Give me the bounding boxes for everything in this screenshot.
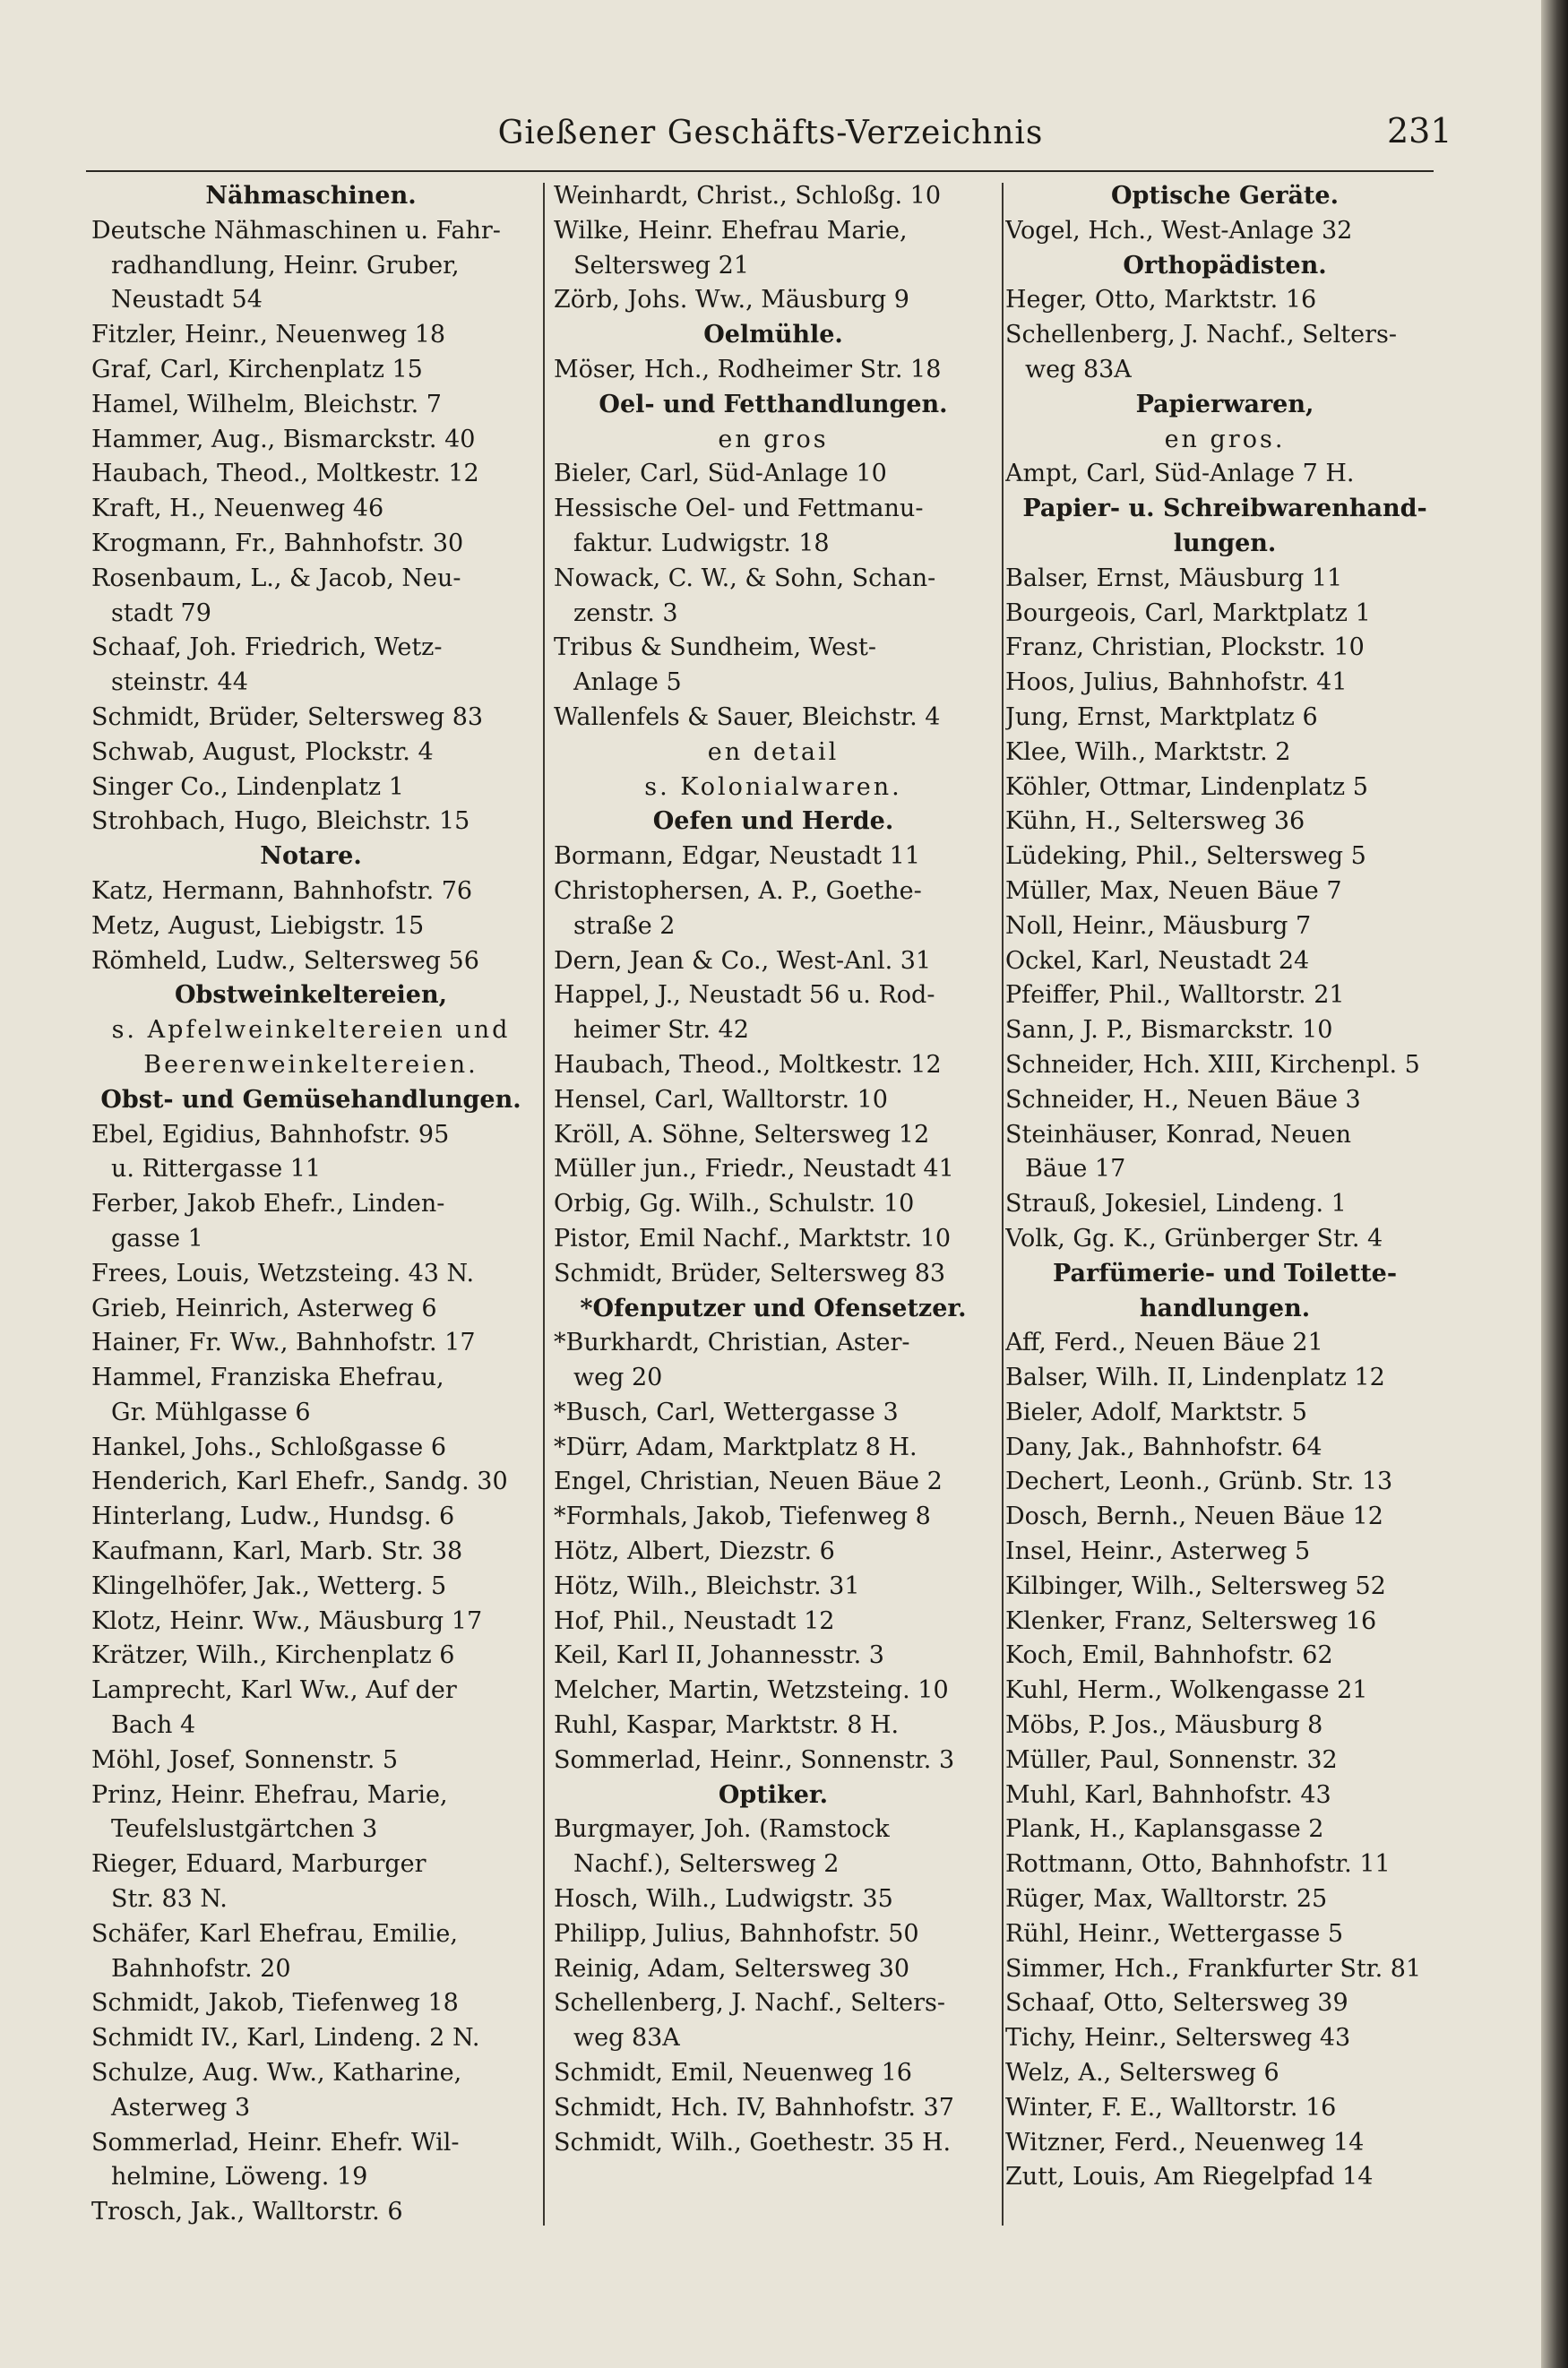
directory-entry: Rieger, Eduard, Marburger [91, 1850, 426, 1879]
directory-entry: Deutsche Nähmaschinen u. Fahr- [91, 216, 501, 245]
directory-entry: Schäfer, Karl Ehefrau, Emilie, [91, 1919, 458, 1948]
section-heading: Parfümerie- und Toilette- [1052, 1259, 1398, 1287]
directory-entry: helmine, Löweng. 19 [111, 2163, 368, 2191]
directory-entry: Haubach, Theod., Moltkestr. 12 [554, 1050, 942, 1079]
directory-entry: Zutt, Louis, Am Riegelpfad 14 [1005, 2163, 1374, 2191]
directory-entry: Philipp, Julius, Bahnhofstr. 50 [554, 1919, 919, 1948]
directory-entry: Klotz, Heinr. Ww., Mäusburg 17 [91, 1606, 483, 1635]
column-divider [1002, 183, 1004, 2226]
directory-entry: Bäue 17 [1025, 1155, 1126, 1184]
column-3 [1005, 179, 1444, 2195]
directory-entry: Teufelslustgärtchen 3 [111, 1815, 378, 1844]
section-heading: Oelmühle. [703, 321, 843, 349]
directory-entry: gasse 1 [111, 1224, 203, 1253]
directory-entry: Plank, H., Kaplansgasse 2 [1005, 1815, 1324, 1844]
directory-entry: Volk, Gg. K., Grünberger Str. 4 [1005, 1224, 1383, 1253]
directory-entry: Rüger, Max, Walltorstr. 25 [1005, 1885, 1328, 1914]
directory-entry: *Formhals, Jakob, Tiefenweg 8 [554, 1503, 931, 1531]
directory-entry: Graf, Carl, Kirchenplatz 15 [91, 355, 423, 383]
directory-entry: Strauß, Jokesiel, Lindeng. 1 [1005, 1190, 1347, 1218]
directory-entry: Balser, Wilh. II, Lindenplatz 12 [1005, 1364, 1385, 1392]
directory-entry: Henderich, Karl Ehefr., Sandg. 30 [91, 1468, 508, 1496]
directory-entry: Kaufmann, Karl, Marb. Str. 38 [91, 1537, 463, 1566]
directory-entry: Fitzler, Heinr., Neuenweg 18 [91, 321, 446, 349]
directory-entry: Rosenbaum, L., & Jacob, Neu- [91, 564, 461, 592]
directory-entry: Bach 4 [111, 1711, 196, 1740]
directory-entry: Simmer, Hch., Frankfurter Str. 81 [1005, 1954, 1422, 1983]
directory-entry: Hötz, Wilh., Bleichstr. 31 [554, 1571, 860, 1600]
directory-entry: Bahnhofstr. 20 [111, 1954, 291, 1983]
section-heading: *Ofenputzer und Ofensetzer. [580, 1294, 967, 1322]
directory-entry: Heger, Otto, Marktstr. 16 [1005, 286, 1317, 314]
directory-entry: Möhl, Josef, Sonnenstr. 5 [91, 1745, 399, 1774]
book-spine-edge [1541, 0, 1568, 2368]
section-heading: Oel- und Fetthandlungen. [599, 390, 948, 418]
section-heading: Papierwaren, [1135, 390, 1314, 418]
directory-entry: Dosch, Bernh., Neuen Bäue 12 [1005, 1503, 1383, 1531]
directory-entry: weg 20 [573, 1364, 663, 1392]
directory-entry: Christophersen, A. P., Goethe- [554, 876, 922, 905]
directory-entry: Rühl, Heinr., Wettergasse 5 [1005, 1919, 1344, 1948]
directory-entry: Kröll, A. Söhne, Seltersweg 12 [554, 1120, 930, 1149]
section-heading: Obst- und Gemüsehandlungen. [100, 1085, 521, 1114]
directory-entry: Köhler, Ottmar, Lindenplatz 5 [1005, 772, 1368, 801]
section-note: en gros [718, 425, 829, 453]
directory-entry: Römheld, Ludw., Seltersweg 56 [91, 946, 479, 975]
directory-entry: Metz, August, Liebigstr. 15 [91, 911, 425, 940]
directory-entry: Hainer, Fr. Ww., Bahnhofstr. 17 [91, 1329, 476, 1357]
directory-entry: Insel, Heinr., Asterweg 5 [1005, 1537, 1311, 1566]
directory-entry: weg 83A [1025, 355, 1132, 383]
directory-entry: *Dürr, Adam, Marktplatz 8 H. [554, 1433, 918, 1461]
directory-entry: Rottmann, Otto, Bahnhofstr. 11 [1005, 1850, 1391, 1879]
directory-entry: Möser, Hch., Rodheimer Str. 18 [554, 355, 942, 383]
directory-entry: Hammel, Franziska Ehefrau, [91, 1364, 444, 1392]
directory-entry: Frees, Louis, Wetzsteing. 43 N. [91, 1259, 475, 1287]
directory-entry: Schaaf, Otto, Seltersweg 39 [1005, 1989, 1348, 2018]
directory-entry: Hosch, Wilh., Ludwigstr. 35 [554, 1885, 893, 1914]
directory-entry: Ampt, Carl, Süd-Anlage 7 H. [1005, 460, 1355, 488]
directory-entry: Jung, Ernst, Marktplatz 6 [1005, 702, 1318, 731]
directory-entry: radhandlung, Heinr. Gruber, [111, 251, 460, 280]
directory-entry: Muhl, Karl, Bahnhofstr. 43 [1005, 1780, 1331, 1809]
directory-entry: Hammer, Aug., Bismarckstr. 40 [91, 425, 476, 453]
directory-entry: Klenker, Franz, Seltersweg 16 [1005, 1606, 1377, 1635]
directory-entry: Schaaf, Joh. Friedrich, Wetz- [91, 633, 443, 662]
directory-entry: straße 2 [573, 911, 676, 940]
directory-entry: Winter, F. E., Walltorstr. 16 [1005, 2093, 1337, 2122]
section-heading: Notare. [260, 842, 362, 871]
page-title: Gießener Geschäfts-Verzeichnis [497, 115, 1044, 151]
directory-entry: weg 83A [573, 2024, 680, 2053]
section-heading: Obstweinkeltereien, [174, 981, 448, 1010]
section-heading: Optiker. [718, 1780, 829, 1809]
directory-entry: Keil, Karl II, Johannesstr. 3 [554, 1641, 884, 1670]
directory-entry: Lüdeking, Phil., Seltersweg 5 [1005, 842, 1366, 871]
directory-entry: Pfeiffer, Phil., Walltorstr. 21 [1005, 981, 1345, 1010]
directory-entry: Prinz, Heinr. Ehefrau, Marie, [91, 1780, 448, 1809]
section-heading: Oefen und Herde. [652, 807, 894, 836]
directory-entry: faktur. Ludwigstr. 18 [573, 529, 830, 557]
directory-entry: Witzner, Ferd., Neuenweg 14 [1005, 2128, 1365, 2157]
section-note: Beerenweinkeltereien. [143, 1050, 478, 1079]
header-rule [86, 170, 1434, 172]
section-heading: Optische Geräte. [1111, 182, 1339, 210]
column-1 [91, 179, 530, 2230]
section-note: s. Kolonialwaren. [644, 772, 902, 801]
directory-entry: Anlage 5 [573, 668, 682, 697]
directory-entry: *Busch, Carl, Wettergasse 3 [554, 1398, 899, 1426]
directory-entry: Koch, Emil, Bahnhofstr. 62 [1005, 1641, 1333, 1670]
directory-entry: Katz, Hermann, Bahnhofstr. 76 [91, 876, 473, 905]
directory-entry: Str. 83 N. [111, 1885, 228, 1914]
directory-entry: Zörb, Johs. Ww., Mäusburg 9 [554, 286, 909, 314]
directory-entry: Klee, Wilh., Marktstr. 2 [1005, 737, 1291, 766]
directory-entry: Schneider, Hch. XIII, Kirchenpl. 5 [1005, 1050, 1420, 1079]
directory-entry: Hankel, Johs., Schloßgasse 6 [91, 1433, 447, 1461]
section-heading: Nähmaschinen. [205, 182, 417, 210]
directory-entry: Ruhl, Kaspar, Marktstr. 8 H. [554, 1711, 900, 1740]
directory-entry: Tribus & Sundheim, West- [554, 633, 876, 662]
directory-entry: Burgmayer, Joh. (Ramstock [554, 1815, 890, 1844]
directory-entry: Hinterlang, Ludw., Hundsg. 6 [91, 1503, 455, 1531]
directory-entry: Weinhardt, Christ., Schloßg. 10 [554, 182, 942, 210]
directory-entry: Grieb, Heinrich, Asterweg 6 [91, 1294, 437, 1322]
directory-entry: Wilke, Heinr. Ehefrau Marie, [554, 216, 908, 245]
directory-entry: Schwab, August, Plockstr. 4 [91, 737, 434, 766]
directory-entry: Noll, Heinr., Mäusburg 7 [1005, 911, 1312, 940]
column-divider [543, 183, 545, 2226]
directory-entry: Schneider, H., Neuen Bäue 3 [1005, 1085, 1361, 1114]
directory-entry: Hoos, Julius, Bahnhofstr. 41 [1005, 668, 1348, 697]
directory-entry: Schellenberg, J. Nachf., Selters- [554, 1989, 945, 2018]
directory-entry: Schmidt, Brüder, Seltersweg 83 [91, 702, 484, 731]
directory-entry: Schmidt, Jakob, Tiefenweg 18 [91, 1989, 459, 2018]
directory-entry: Ockel, Karl, Neustadt 24 [1005, 946, 1310, 975]
directory-entry: Tichy, Heinr., Seltersweg 43 [1005, 2024, 1351, 2053]
directory-entry: Vogel, Hch., West-Anlage 32 [1005, 216, 1353, 245]
directory-entry: Dany, Jak., Bahnhofstr. 64 [1005, 1433, 1322, 1461]
directory-entry: Kühn, H., Seltersweg 36 [1005, 807, 1305, 836]
directory-entry: Ebel, Egidius, Bahnhofstr. 95 [91, 1120, 450, 1149]
directory-entry: Schmidt, Wilh., Goethestr. 35 H. [554, 2128, 952, 2157]
directory-entry: Kilbinger, Wilh., Seltersweg 52 [1005, 1571, 1386, 1600]
directory-entry: Strohbach, Hugo, Bleichstr. 15 [91, 807, 470, 836]
directory-entry: Wallenfels & Sauer, Bleichstr. 4 [554, 702, 941, 731]
directory-entry: Seltersweg 21 [573, 251, 750, 280]
directory-entry: Möbs, P. Jos., Mäusburg 8 [1005, 1711, 1323, 1740]
directory-entry: Hof, Phil., Neustadt 12 [554, 1606, 835, 1635]
directory-entry: Hessische Oel- und Fettmanu- [554, 495, 924, 523]
section-heading: lungen. [1173, 529, 1277, 557]
directory-entry: Reinig, Adam, Seltersweg 30 [554, 1954, 910, 1983]
directory-entry: Krätzer, Wilh., Kirchenplatz 6 [91, 1641, 455, 1670]
directory-entry: Schulze, Aug. Ww., Katharine, [91, 2059, 462, 2088]
directory-entry: Orbig, Gg. Wilh., Schulstr. 10 [554, 1190, 915, 1218]
section-note: en detail [707, 737, 840, 766]
directory-entry: Bormann, Edgar, Neustadt 11 [554, 842, 920, 871]
directory-entry: Bieler, Adolf, Marktstr. 5 [1005, 1398, 1307, 1426]
directory-entry: Klingelhöfer, Jak., Wetterg. 5 [91, 1571, 447, 1600]
directory-entry: Bourgeois, Carl, Marktplatz 1 [1005, 598, 1371, 627]
directory-entry: Neustadt 54 [111, 286, 263, 314]
directory-entry: Hensel, Carl, Walltorstr. 10 [554, 1085, 888, 1114]
section-note: s. Apfelweinkeltereien und [111, 1016, 511, 1045]
directory-entry: Sommerlad, Heinr., Sonnenstr. 3 [554, 1745, 955, 1774]
directory-entry: Dern, Jean & Co., West-Anl. 31 [554, 946, 932, 975]
directory-entry: Nachf.), Seltersweg 2 [573, 1850, 840, 1879]
directory-entry: steinstr. 44 [111, 668, 248, 697]
directory-entry: Trosch, Jak., Walltorstr. 6 [91, 2198, 403, 2226]
section-heading: handlungen. [1139, 1294, 1311, 1322]
directory-entry: Gr. Mühlgasse 6 [111, 1398, 311, 1426]
page-number: 231 [1387, 111, 1452, 151]
section-heading: Papier- u. Schreibwarenhand- [1022, 495, 1427, 523]
directory-entry: Asterweg 3 [111, 2093, 251, 2122]
directory-entry: Dechert, Leonh., Grünb. Str. 13 [1005, 1468, 1393, 1496]
directory-entry: Sann, J. P., Bismarckstr. 10 [1005, 1016, 1333, 1045]
directory-entry: Haubach, Theod., Moltkestr. 12 [91, 460, 479, 488]
directory-entry: Lamprecht, Karl Ww., Auf der [91, 1676, 457, 1705]
directory-entry: Hötz, Albert, Diezstr. 6 [554, 1537, 835, 1566]
directory-entry: Müller, Paul, Sonnenstr. 32 [1005, 1745, 1338, 1774]
directory-entry: Schellenberg, J. Nachf., Selters- [1005, 321, 1397, 349]
directory-entry: Nowack, C. W., & Sohn, Schan- [554, 564, 936, 592]
directory-entry: Aff, Ferd., Neuen Bäue 21 [1005, 1329, 1323, 1357]
directory-entry: Krogmann, Fr., Bahnhofstr. 30 [91, 529, 464, 557]
directory-entry: Engel, Christian, Neuen Bäue 2 [554, 1468, 943, 1496]
directory-entry: Bieler, Carl, Süd-Anlage 10 [554, 460, 887, 488]
directory-entry: stadt 79 [111, 598, 211, 627]
directory-entry: Schmidt, Hch. IV, Bahnhofstr. 37 [554, 2093, 954, 2122]
section-heading: Orthopädisten. [1123, 251, 1327, 280]
directory-entry: Happel, J., Neustadt 56 u. Rod- [554, 981, 935, 1010]
directory-entry: Schmidt IV., Karl, Lindeng. 2 N. [91, 2024, 480, 2053]
directory-entry: Müller, Max, Neuen Bäue 7 [1005, 876, 1342, 905]
directory-entry: Hamel, Wilhelm, Bleichstr. 7 [91, 390, 442, 418]
directory-entry: Melcher, Martin, Wetzsteing. 10 [554, 1676, 949, 1705]
directory-entry: Steinhäuser, Konrad, Neuen [1005, 1120, 1352, 1149]
directory-entry: zenstr. 3 [573, 598, 678, 627]
section-note: en gros. [1164, 425, 1286, 453]
directory-entry: *Burkhardt, Christian, Aster- [554, 1329, 910, 1357]
directory-entry: Pistor, Emil Nachf., Marktstr. 10 [554, 1224, 952, 1253]
directory-entry: Kuhl, Herm., Wolkengasse 21 [1005, 1676, 1368, 1705]
directory-entry: Balser, Ernst, Mäusburg 11 [1005, 564, 1343, 592]
directory-entry: Singer Co., Lindenplatz 1 [91, 772, 404, 801]
directory-entry: Müller jun., Friedr., Neustadt 41 [554, 1155, 954, 1184]
directory-entry: Welz, A., Seltersweg 6 [1005, 2059, 1279, 2088]
directory-entry: Kraft, H., Neuenweg 46 [91, 495, 384, 523]
directory-entry: u. Rittergasse 11 [111, 1155, 322, 1184]
directory-entry: heimer Str. 42 [573, 1016, 749, 1045]
directory-entry: Franz, Christian, Plockstr. 10 [1005, 633, 1365, 662]
directory-entry: Sommerlad, Heinr. Ehefr. Wil- [91, 2128, 460, 2157]
directory-entry: Ferber, Jakob Ehefr., Linden- [91, 1190, 445, 1218]
column-2 [554, 179, 993, 2160]
directory-entry: Schmidt, Emil, Neuenweg 16 [554, 2059, 912, 2088]
directory-entry: Schmidt, Brüder, Seltersweg 83 [554, 1259, 946, 1287]
